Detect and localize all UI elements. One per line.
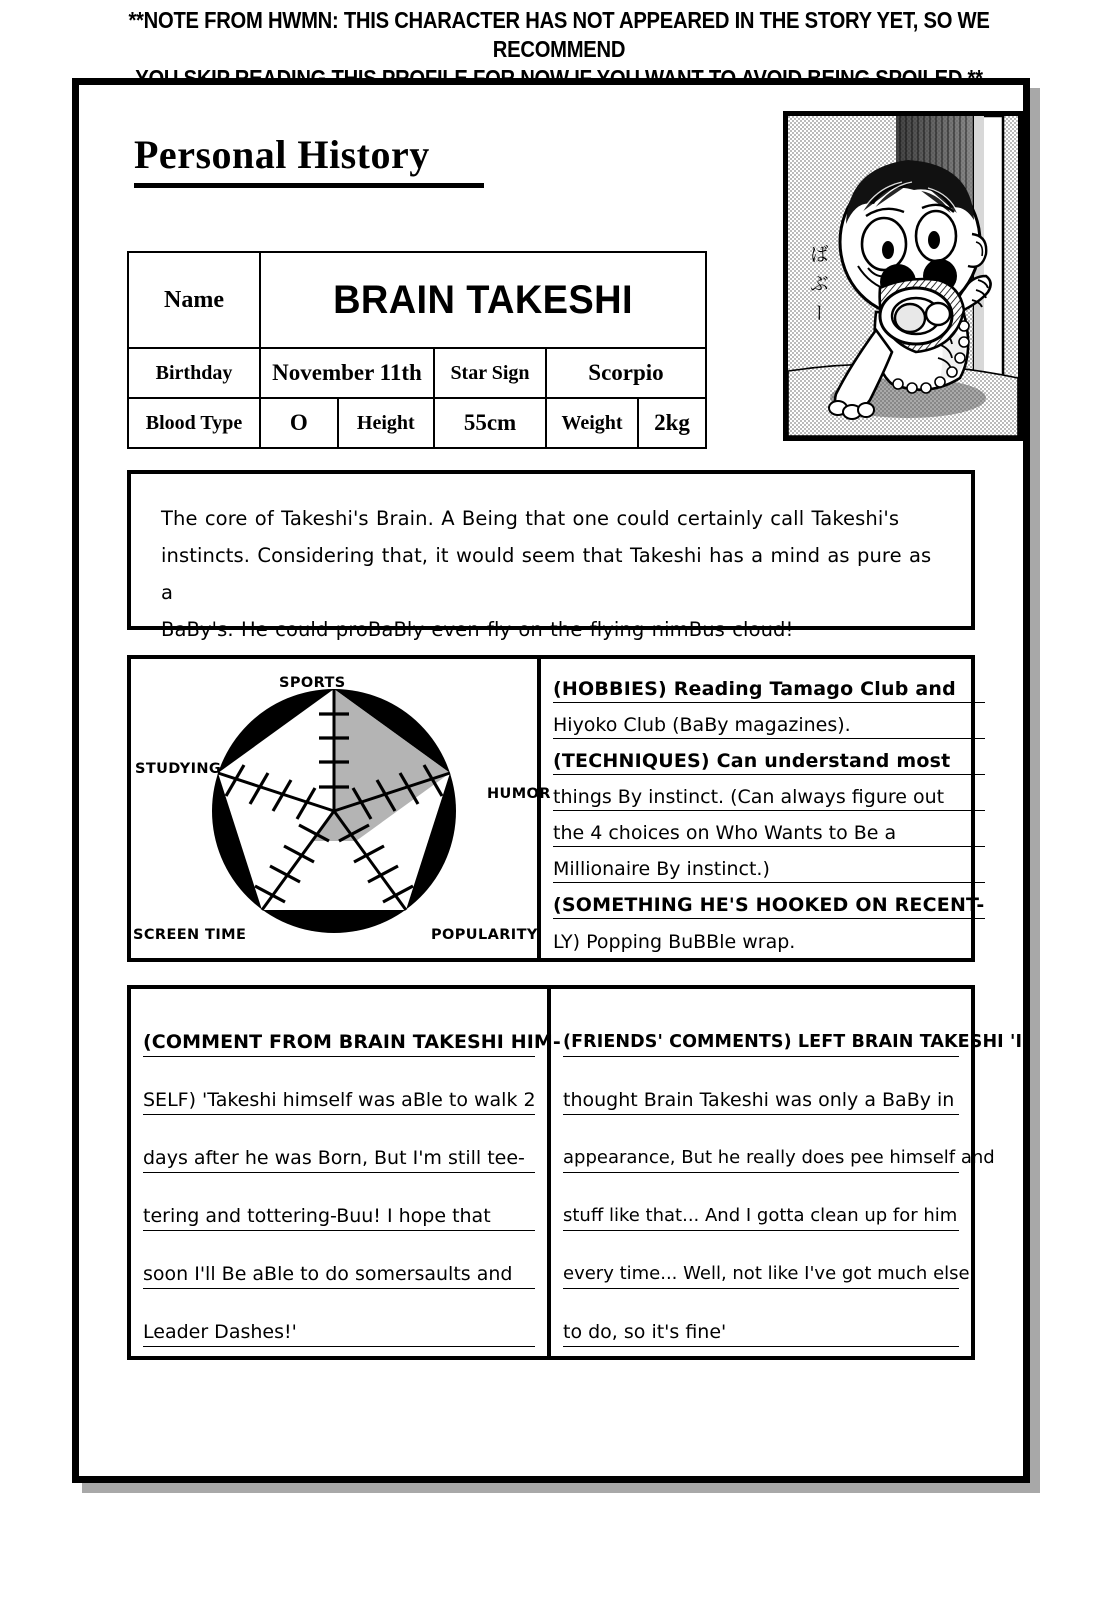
radar-label-popularity: POPULARITY (431, 927, 538, 943)
portrait-sfx-text: ばぶー (807, 244, 829, 322)
notes-line-5: the 4 choices on Who Wants to Be a (553, 811, 985, 847)
star-sign-label: Star Sign (434, 348, 546, 398)
height-label: Height (338, 398, 434, 448)
radar-label-studying: STUDYING (135, 761, 222, 777)
notes-line-8: LY) Popping BuBBle wrap. (553, 931, 796, 953)
notes-line-4: things By instinct. (Can always figure out (553, 775, 985, 811)
description-box (127, 470, 975, 641)
portrait-illustration (788, 116, 1018, 436)
comments-row (127, 985, 1023, 1360)
character-portrait (783, 111, 1023, 441)
description-line-1: The core of Takeshi's Brain. A Being that one could certainly call Takeshi's (161, 507, 900, 530)
blood-type-value: O (260, 398, 338, 448)
friends-comment-line-6: to do, so it's fine' (563, 1289, 959, 1347)
radar-label-sports: SPORTS (279, 675, 346, 691)
friends-comment-cell (551, 989, 1023, 1356)
friends-comment-line-3: appearance, But he really does pee himself and (563, 1115, 959, 1173)
page-title-text: Personal History (134, 132, 430, 177)
radar-label-humor: HUMOR (487, 786, 551, 802)
spoiler-note-line-1: **NOTE FROM HWMN: THIS CHARACTER HAS NOT APPEARED IN THE STORY YET, SO WE RECOMMEND (128, 7, 990, 62)
blood-type-label: Blood Type (128, 398, 260, 448)
self-comment-line-5: soon I'll Be aBle to do somersaults and (143, 1231, 535, 1289)
profile-sheet-wrapper (72, 78, 1030, 1483)
stats-row (127, 655, 985, 962)
name-label: Name (128, 252, 260, 348)
table-row-name (128, 252, 706, 348)
name-value: BRAIN TAKESHI (271, 252, 695, 348)
weight-label: Weight (546, 398, 638, 448)
notes-line-2: Hiyoko Club (BaBy magazines). (553, 703, 985, 739)
friends-comment-line-5: every time... Well, not like I've got much else (563, 1231, 959, 1289)
birthday-value: November 11th (260, 348, 434, 398)
character-info-table (127, 251, 707, 449)
notes-line-3: (TECHNIQUES) Can understand most (553, 739, 985, 775)
friends-comment-line-4: stuff like that... And I gotta clean up for him (563, 1173, 959, 1231)
height-value: 55cm (434, 398, 546, 448)
notes-line-7: (SOMETHING HE'S HOOKED ON RECENT- (553, 883, 985, 919)
notes-line-1: (HOBBIES) Reading Tamago Club and (553, 667, 985, 703)
self-comment-line-4: tering and tottering-Buu! I hope that (143, 1173, 535, 1231)
table-row-physical (128, 398, 706, 448)
page-title-underline (134, 183, 484, 188)
notes-cell (541, 659, 997, 958)
radar-chart (131, 659, 537, 958)
self-comment-line-3: days after he was Born, But I'm still tee- (143, 1115, 535, 1173)
star-sign-value: Scorpio (546, 348, 706, 398)
self-comment-line-1: (COMMENT FROM BRAIN TAKESHI HIM- (143, 999, 535, 1057)
profile-sheet (72, 78, 1030, 1483)
table-row-birthday (128, 348, 706, 398)
radar-chart-cell (131, 659, 551, 958)
page-title (134, 133, 494, 188)
friends-comment-line-1: (FRIENDS' COMMENTS) LEFT BRAIN TAKESHI 'I (563, 999, 959, 1057)
self-comment-cell (131, 989, 561, 1356)
self-comment-line-6: Leader Dashes!' (143, 1289, 535, 1347)
notes-line-6: Millionaire By instinct.) (553, 847, 985, 883)
radar-label-screen-time: SCREEN TIME (133, 927, 247, 943)
birthday-label: Birthday (128, 348, 260, 398)
description-line-3: BaBy's. He could proBaBly even fly on the flying nimBus cloud! (161, 618, 794, 641)
friends-comment-line-2: thought Brain Takeshi was only a BaBy in (563, 1057, 959, 1115)
self-comment-line-2: SELF) 'Takeshi himself was aBle to walk 2 (143, 1057, 535, 1115)
description-line-2: instincts. Considering that, it would seem that Takeshi has a mind as pure as a (161, 544, 932, 604)
weight-value: 2kg (638, 398, 706, 448)
